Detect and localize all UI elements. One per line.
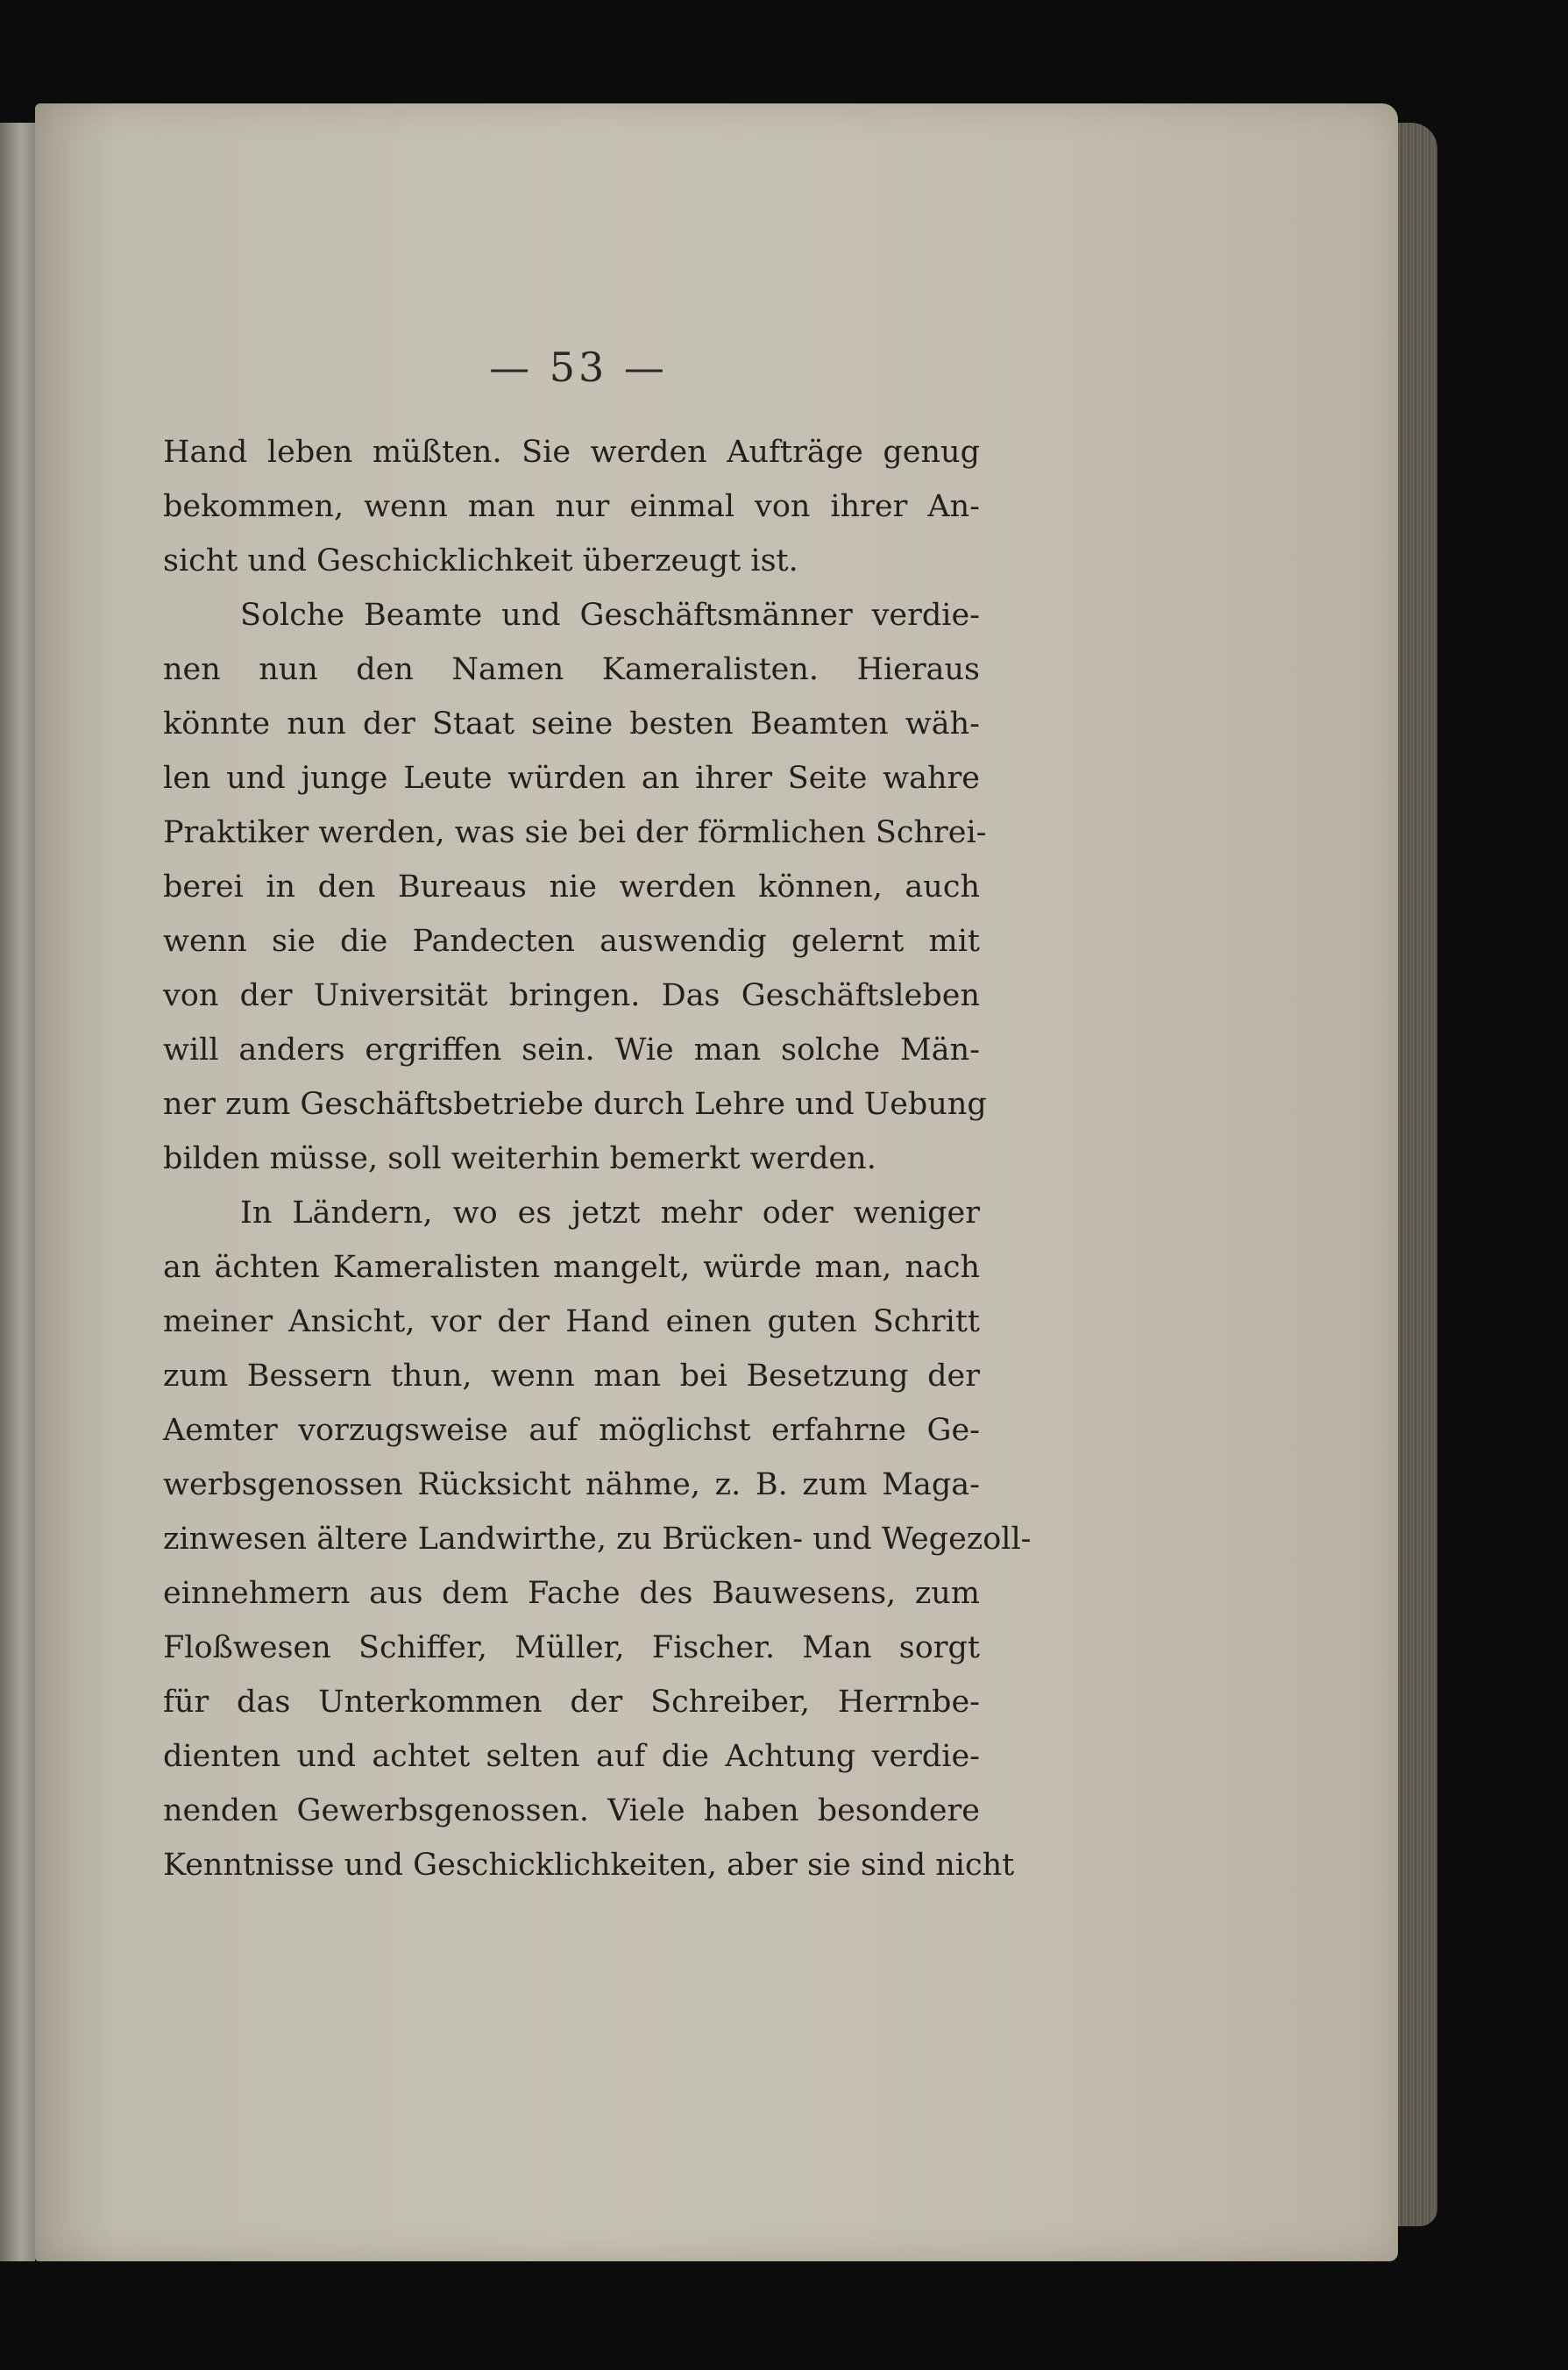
text-line: In Ländern, wo es jetzt mehr oder weniger <box>240 1196 980 1231</box>
text-line: zinwesen ältere Landwirthe, zu Brücken- und Wegezoll- <box>163 1522 1032 1557</box>
text-line: Hand leben müßten. Sie werden Aufträge genug <box>163 435 980 470</box>
page-number: — 53 — <box>489 344 668 391</box>
text-line: Solche Beamte und Geschäftsmänner verdie- <box>240 598 980 633</box>
text-line: ner zum Geschäftsbetriebe durch Lehre und Uebung <box>163 1087 987 1122</box>
text-line: Floßwesen Schiffer, Müller, Fischer. Man sorgt <box>163 1630 980 1665</box>
text-line: Aemter vorzugsweise auf möglichst erfahrne Ge- <box>163 1413 980 1448</box>
text-line: sicht und Geschicklichkeit überzeugt ist. <box>163 543 798 578</box>
text-line: berei in den Bureaus nie werden können, auch <box>163 869 980 905</box>
text-line: len und junge Leute würden an ihrer Seite wahre <box>163 761 980 796</box>
text-line: werbsgenossen Rücksicht nähme, z. B. zum Maga- <box>163 1467 980 1502</box>
text-line: Kenntnisse und Geschicklichkeiten, aber sie sind nicht <box>163 1848 1015 1883</box>
text-line: könnte nun der Staat seine besten Beamten wäh- <box>163 706 980 742</box>
text-line: will anders ergriffen sein. Wie man solche Män- <box>163 1032 980 1068</box>
text-line: nenden Gewerbsgenossen. Viele haben besondere <box>163 1793 980 1828</box>
text-line: bekommen, wenn man nur einmal von ihrer An- <box>163 489 980 524</box>
text-line: Praktiker werden, was sie bei der förmlichen Schrei- <box>163 815 987 850</box>
text-line: von der Universität bringen. Das Geschäftsleben <box>163 978 980 1013</box>
text-line: an ächten Kameralisten mangelt, würde man, nach <box>163 1250 980 1285</box>
text-line: bilden müsse, soll weiterhin bemerkt werden. <box>163 1141 876 1176</box>
text-line: meiner Ansicht, vor der Hand einen guten Schritt <box>163 1304 980 1339</box>
text-line: dienten und achtet selten auf die Achtung verdie- <box>163 1739 980 1774</box>
text-line: wenn sie die Pandecten auswendig gelernt mit <box>163 924 980 959</box>
text-line: zum Bessern thun, wenn man bei Besetzung der <box>163 1359 980 1394</box>
text-line: für das Unterkommen der Schreiber, Herrnbe- <box>163 1685 980 1720</box>
text-line: nen nun den Namen Kameralisten. Hieraus <box>163 652 980 687</box>
text-line: einnehmern aus dem Fache des Bauwesens, zum <box>163 1576 980 1611</box>
facing-page-edge <box>0 123 35 2261</box>
body-text <box>163 425 1032 1892</box>
